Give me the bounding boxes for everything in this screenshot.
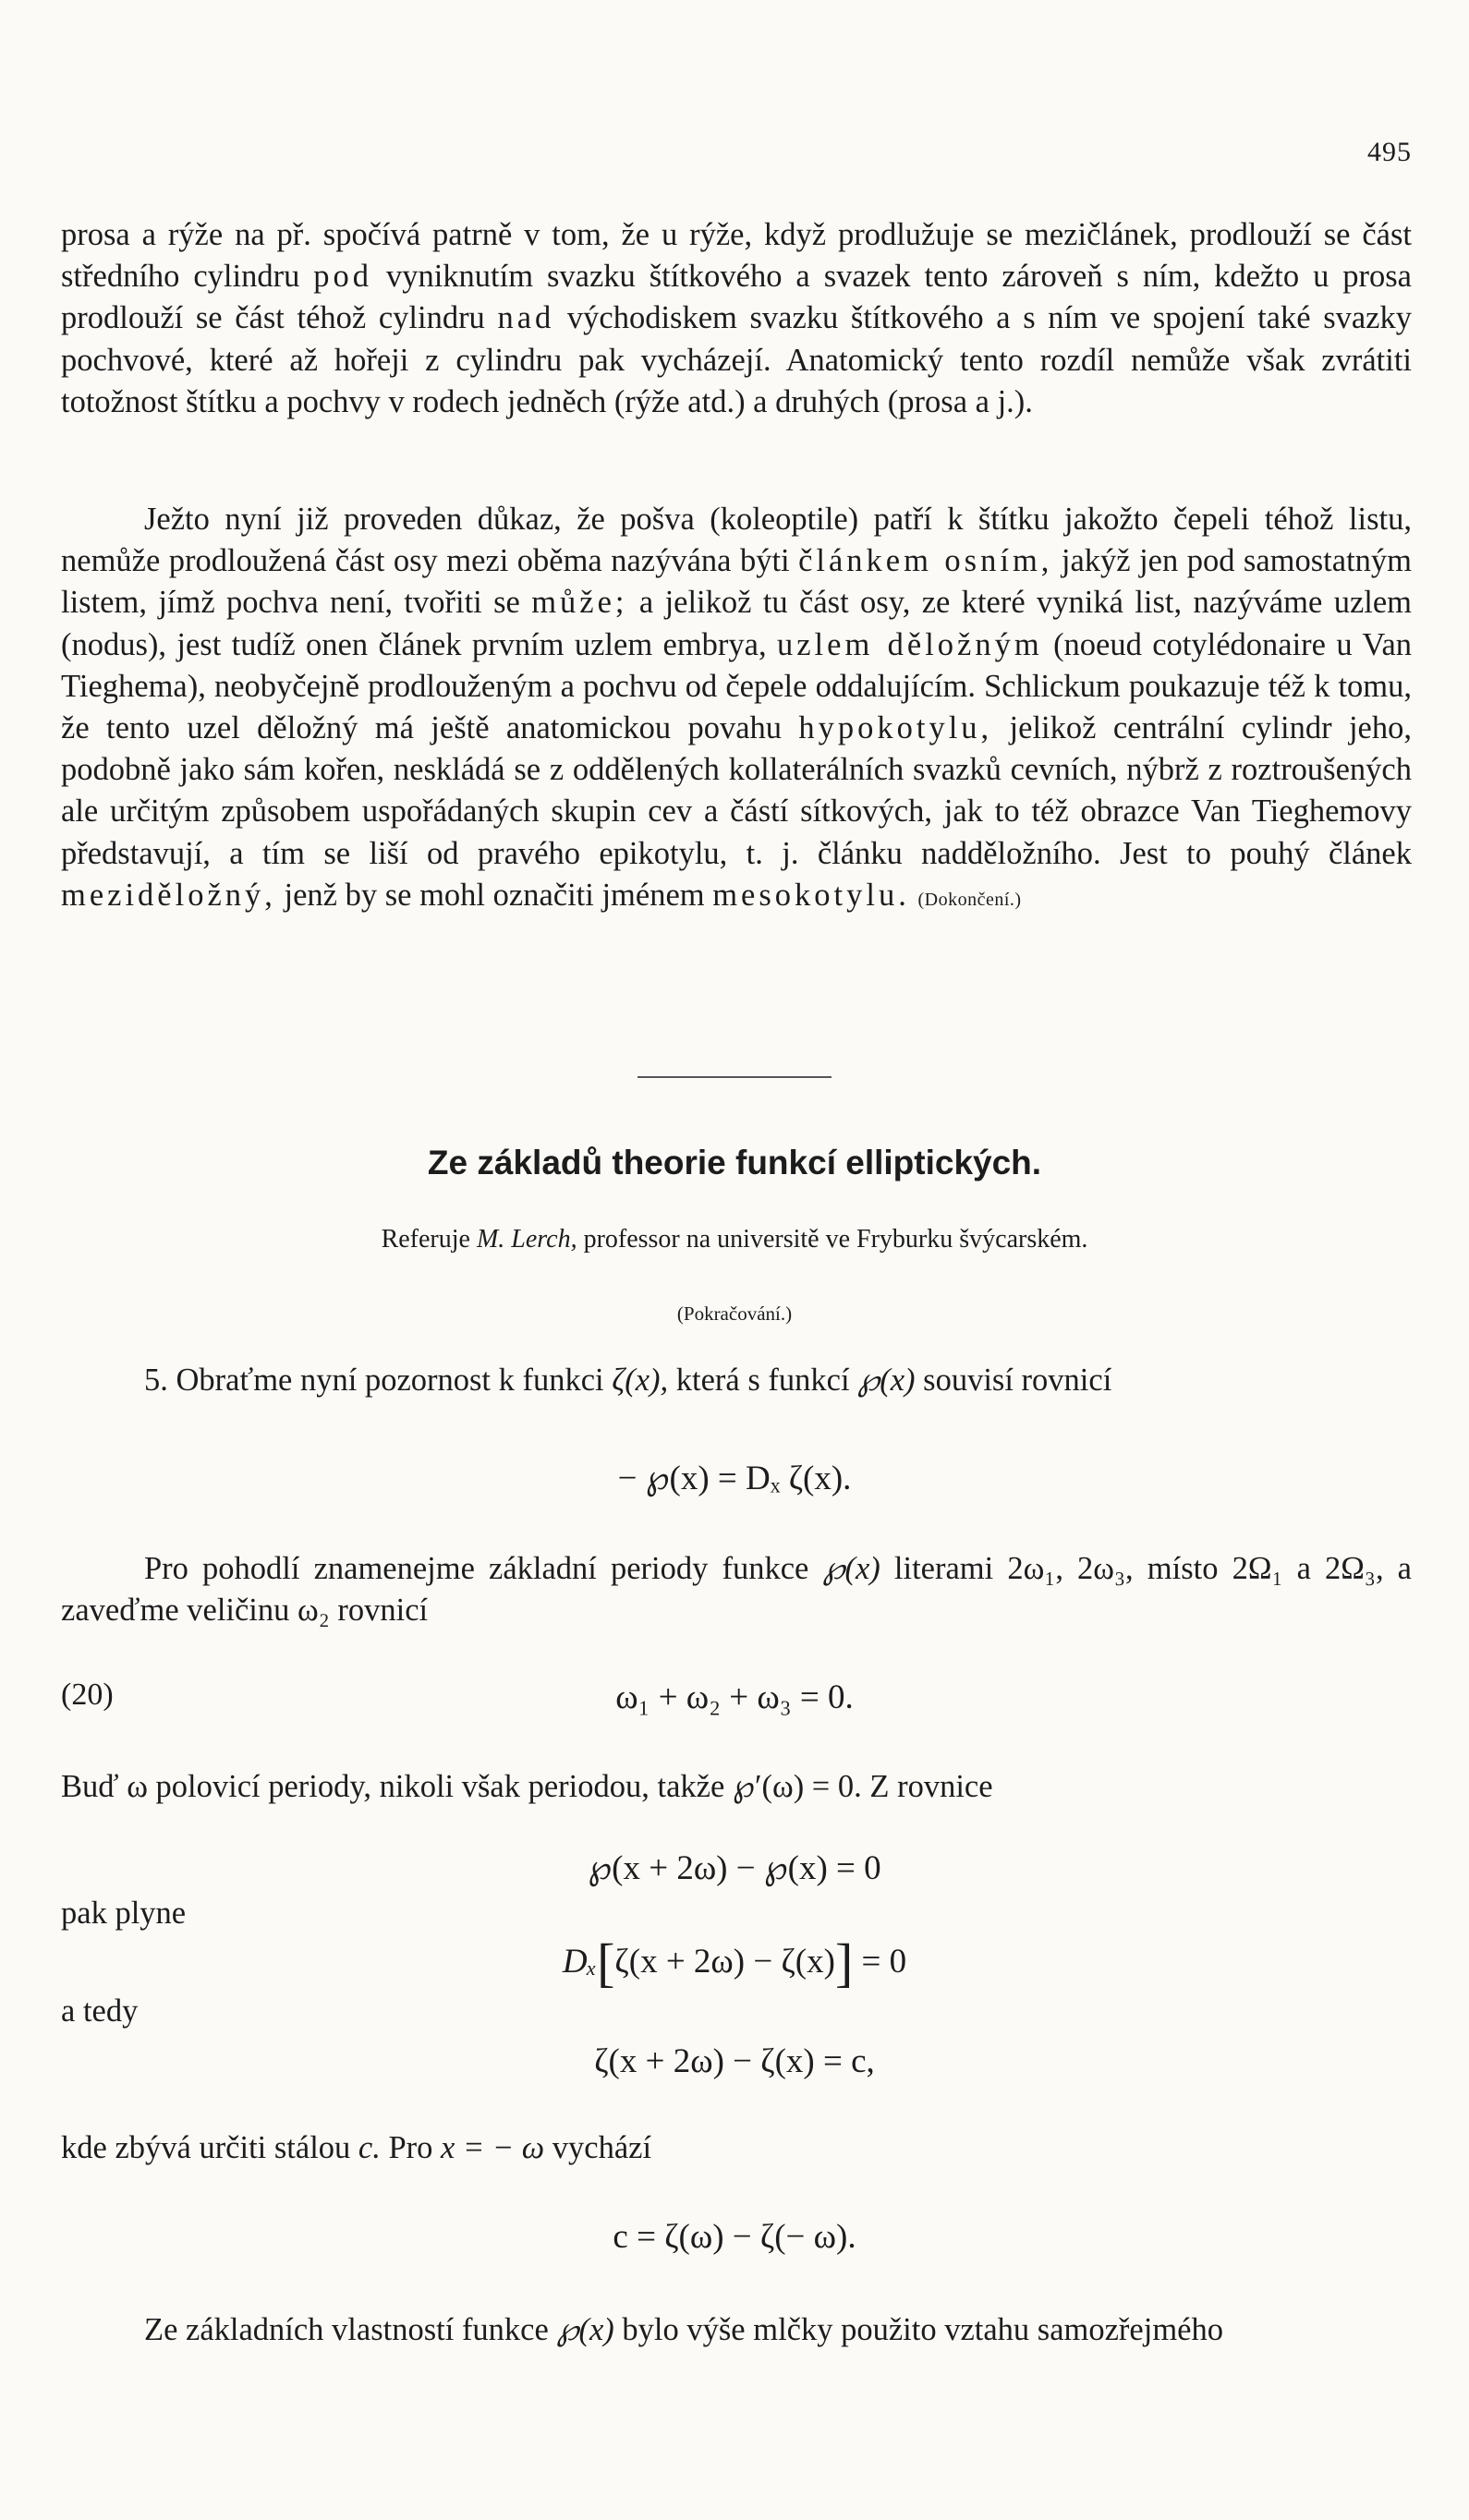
byline-affiliation: professor na universitě ve Fryburku švýcarském. xyxy=(577,1225,1088,1254)
text-run: 5. Obraťme nyní pozornost k funkci xyxy=(144,1363,613,1398)
text-run: Ze základních vlastností funkce xyxy=(144,2312,557,2347)
text-run: a jelikož tu část osy, ze které vyniká list, nazýváme uzlem (nodus), jest tudíž onen článek prvním uzlem embrya, xyxy=(61,585,1412,662)
continued-note: (Pokračování.) xyxy=(676,1302,793,1325)
paragraph-section-5 xyxy=(61,1360,1412,1401)
text-run: jenž by se mohl označiti jménem xyxy=(275,877,713,913)
page-number: 495 xyxy=(1367,137,1412,167)
text-pak-plyne: pak plyne xyxy=(61,1896,187,1931)
equation-number-20: (20) xyxy=(61,1678,114,1712)
paragraph-half-period: Buď ω polovicí periody, nikoli však periodou, takže ℘′(ω) = 0. Z rovnice xyxy=(61,1769,993,1804)
article-title: Ze základů theorie funkcí elliptických. xyxy=(427,1144,1042,1181)
equation-c-value: c = ζ(ω) − ζ(− ω). xyxy=(613,2218,856,2256)
text-a-tedy: a tedy xyxy=(61,1993,139,2029)
text-run: vychází xyxy=(544,2130,652,2165)
text-run: jakýž jen pod samostatným listem, jímž pochva není, tvořiti se xyxy=(61,543,1412,621)
article-byline xyxy=(0,1225,1469,1254)
byline-prefix: Referuje xyxy=(381,1225,477,1254)
equation-zeta-constant: ζ(x + 2ω) − ζ(x) = c, xyxy=(594,2042,875,2080)
math-equals-zero: = 0 xyxy=(853,1943,907,1981)
equation-20: ω₁ + ω₂ + ω₃ = 0. xyxy=(615,1678,854,1716)
paragraph-periods xyxy=(61,1548,1412,1631)
text-run: Pro pohodlí znamenejme základní periody funkce xyxy=(144,1551,823,1586)
math-wp-x: ℘(x) xyxy=(556,2312,614,2347)
spaced-term-pod: pod xyxy=(313,259,373,295)
text-run: která s funkcí xyxy=(668,1363,858,1398)
spaced-term-hypokotyl: hypokotylu, xyxy=(798,710,993,746)
math-zeta-x: ζ(x), xyxy=(612,1363,669,1398)
math-c: c. xyxy=(358,2130,381,2165)
text-run: bylo výše mlčky použito vztahu samozřejmého xyxy=(613,2312,1223,2347)
math-wp-x: ℘(x) xyxy=(857,1363,916,1398)
equation-dx-bracket xyxy=(0,1932,1469,1993)
paragraph-properties xyxy=(61,2309,1412,2351)
text-run: vyniknutím svazku štítkového a svazek tento zároveň s ním, kdežto u prosa prodlouží se část téhož cylindru xyxy=(61,259,1412,336)
text-run: souvisí rovnicí xyxy=(915,1363,1112,1398)
text-run: literami 2ω₁, 2ω₃, místo 2Ω₁ a 2Ω₃, a zaveďme veličinu ω₂ rovnicí xyxy=(61,1551,1412,1629)
text-run: Pro xyxy=(380,2130,442,2165)
text-run: východiskem svazku štítkového a s ním ve spojení také svazky pochvové, které až hořeji z cylindru pak vycházejí. Anatomický tento rozdíl nemůže však zvrátiti totožnost štítku a pochvy v rodech jedněch (rýže atd.) a druhých (prosa a j.). xyxy=(61,300,1412,419)
equation-wp-derivative: − ℘(x) = Dₓ ζ(x). xyxy=(617,1460,852,1497)
paragraph-rice-millet xyxy=(61,214,1412,423)
text-run: kde zbývá určiti stálou xyxy=(61,2130,358,2165)
math-dx: Dₓ xyxy=(562,1943,598,1981)
spaced-term-clanek-osni: článkem osním, xyxy=(798,543,1053,579)
paragraph-node-argument xyxy=(61,499,1412,921)
paragraph-constant xyxy=(61,2130,651,2166)
equation-wp-periodic: ℘(x + 2ω) − ℘(x) = 0 xyxy=(588,1849,881,1887)
spaced-term-mezidelozny: meziděložný, xyxy=(61,877,276,913)
left-bracket: [ xyxy=(597,1932,615,1993)
text-run: jelikož centrální cylindr jeho, podobně jako sám kořen, neskládá se z oddělených kollaterálních svazků cevních, nýbrž z roztroušených ale určitým způsobem uspořádaných skupin cev a částí sítkových, jak to též obrazce Van Tieghemovy představují, a tím se liší od pravého epikotylu, t. j. článku nadděložního. Jest to pouhý článek xyxy=(61,710,1412,871)
text-run: prosa a rýže na př. spočívá patrně v tom, že u rýže, když prodlužuje se mezičlánek, prodlouží se část středního cylindru xyxy=(61,217,1412,295)
spaced-term-nad: nad xyxy=(497,300,555,336)
spaced-term-mesokotyl: mesokotylu. xyxy=(712,877,910,913)
byline-author: M. Lerch, xyxy=(476,1225,577,1254)
spaced-term-uzel-delozny: uzlem děložným xyxy=(776,626,1043,662)
conclusion-note: (Dokončení.) xyxy=(917,889,1022,910)
text-run: (noeud cotylédonaire u Van Tieghema), neobyčejně prodlouženým a pochvu od čepele oddalujícím. Schlickum poukazuje též k tomu, že tento uzel děložný má ještě anatomickou povahu xyxy=(61,626,1413,746)
text-run: Ježto nyní již proveden důkaz, že pošva (koleoptile) patří k štítku jakožto čepeli téhož listu, nemůže prodloužená část osy mezi oběma nazývána býti xyxy=(61,502,1412,579)
spaced-term-muze: může; xyxy=(531,585,628,621)
math-wp-x: ℘(x) xyxy=(822,1551,880,1586)
math-bracket-content: ζ(x + 2ω) − ζ(x) xyxy=(614,1943,835,1981)
section-divider xyxy=(637,1076,832,1078)
right-bracket: ] xyxy=(834,1932,854,1993)
math-x-minus-omega: x = − ω xyxy=(441,2130,545,2165)
